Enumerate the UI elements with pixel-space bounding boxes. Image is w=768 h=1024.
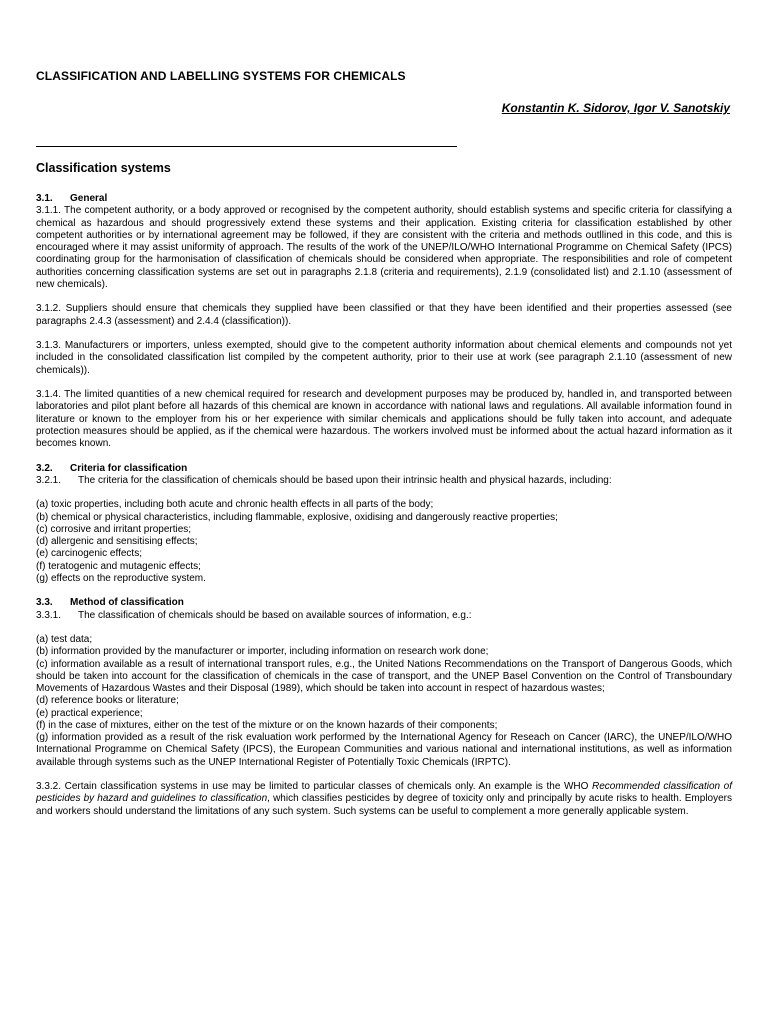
heading-3-2 [36, 463, 732, 475]
paragraph-text: The classification of chemicals should be based on available sources of information, e.g.: [78, 609, 472, 621]
sources-list [36, 634, 732, 769]
heading-number: 3.1. [36, 193, 53, 204]
heading-3-3 [36, 597, 732, 609]
list-item: (f) teratogenic and mutagenic effects; [36, 560, 201, 572]
list-item: (e) carcinogenic effects; [36, 548, 142, 560]
list-item: (c) corrosive and irritant properties; [36, 523, 192, 535]
paragraph-text: The criteria for the classification of chemicals should be based upon their intrinsic health and physical hazards, including: [78, 474, 612, 486]
list-item: (g) information provided as a result of the risk evaluation work performed by the International Agency for Reseach on Cancer (IARC), the UNEP/ILO/WHO International Programme on Chemical Safety (IPCS), the European Communities and various national and international institutions, as well as information available through systems such as the UNEP International Register of Potentially Toxic Chemicals (IRPTC). [36, 732, 732, 768]
paragraph-3-1-4: 3.1.4. The limited quantities of a new chemical required for research and development purposes may be produced by, handled in, and transported between laboratories and pilot plant before all hazards of this chemical are known in accordance with national laws and regulations. All available information found in literature or known to the employer from his or her experience with similar chemicals and applications should be fully taken into account, and adequate protection measures should be applied, as if the chemical were hazardous. The workers involved must be informed about the actual hazard information as it becomes known. [36, 389, 732, 449]
spacer [36, 585, 732, 597]
heading-text: Criteria for classification [70, 462, 188, 474]
list-item: (c) information available as a result of international transport rules, e.g., the United Nations Recommendations on the Transport of Dangerous Goods, which should be taken into account for the classification of chemicals in the case of transport, and the UNEP Basel Convention on the Control of Transboundary Movements of Hazardous Wastes and their Disposal (1989), which should be taken into account in respect of hazardous wastes; [36, 658, 732, 694]
paragraph-3-2-1 [36, 475, 732, 487]
paragraph-text: , which classifies pesticides by degree of toxicity only and principally by acute risks to health. Employers and workers should understand the limitations of any such system. Such systems can be useful to complement a more generally applicable system. [36, 793, 732, 817]
heading-number: 3.3. [36, 597, 53, 609]
list-item: (a) test data; [36, 634, 93, 645]
list-item: (d) allergenic and sensitising effects; [36, 536, 198, 547]
criteria-list [36, 499, 732, 585]
document-title: CLASSIFICATION AND LABELLING SYSTEMS FOR CHEMICALS [36, 69, 406, 83]
paragraph-number: 3.2.1. [36, 474, 62, 486]
list-item: (d) reference books or literature; [36, 695, 179, 707]
section-title: Classification systems [36, 161, 171, 175]
list-item: (f) in the case of mixtures, either on the test of the mixture or on the known hazards of their components; [36, 719, 498, 731]
paragraph-text: 3.3.2. Certain classification systems in use may be limited to particular classes of chemicals only. An example is the WHO [36, 781, 592, 792]
list-item: (g) effects on the reproductive system. [36, 572, 206, 584]
horizontal-rule [36, 146, 457, 147]
paragraph-3-1-2: 3.1.2. Suppliers should ensure that chemicals they supplied have been classified or that they have been identified and their properties assessed (see paragraphs 2.4.3 (assessment) and 2.4.4 (classification)). [36, 303, 732, 327]
paragraph-3-3-2 [36, 781, 732, 818]
paragraph-3-1-1: 3.1.1. The competent authority, or a body approved or recognised by the competent authority, should establish systems and specific criteria for classifying a chemical as hazardous and should progressively extend these systems and their application. Existing criteria for classification established by other competent authorities or by international agreement may be followed, if they are consistent with the criteria and methods outllined in this code, and this is encouraged where it may assist uniformity of approach. The results of the work of the UNEP/ILO/WHO International Programme on Chemical Safety (IPCS) coordinating group for the harmonisation of classification of chemicals should be considered when appropriate. The responsibilities and role of competent authorities concerning classification systems are set out in paragraphs 2.1.8 (criteria and requirements), 2.1.9 (consolidated list) and 2.1.10 (assessment of new chemicals). [36, 205, 732, 290]
heading-number: 3.2. [36, 462, 53, 474]
heading-text: General [70, 193, 108, 204]
paragraph-number: 3.3.1. [36, 609, 62, 621]
publication-title: Recommended classification of pesticides by hazard and guidelines to classification [36, 781, 732, 805]
paragraph-3-1-3: 3.1.3. Manufacturers or importers, unless exempted, should give to the competent authority information about chemical elements and compounds not yet included in the consolidated classification list compiled by the competent authority, prior to their use at work (see paragraph 2.1.10 (assessment of new chemicals)). [36, 340, 732, 376]
spacer [36, 769, 732, 781]
authors-line: Konstantin K. Sidorov, Igor V. Sanotskiy [501, 101, 730, 115]
heading-3-1 [36, 193, 732, 205]
list-item: (a) toxic properties, including both acute and chronic health effects in all parts of the body; [36, 499, 434, 511]
heading-text: Method of classification [70, 597, 184, 609]
list-item: (e) practical experience; [36, 707, 143, 719]
spacer [36, 622, 732, 634]
spacer [36, 487, 732, 499]
paragraph-3-3-1 [36, 610, 732, 622]
list-item: (b) information provided by the manufacturer or importer, including information on research work done; [36, 646, 489, 658]
document-body [36, 193, 732, 830]
list-item: (b) chemical or physical characteristics, including flammable, explosive, oxidising and dangerously reactive properties; [36, 511, 558, 523]
